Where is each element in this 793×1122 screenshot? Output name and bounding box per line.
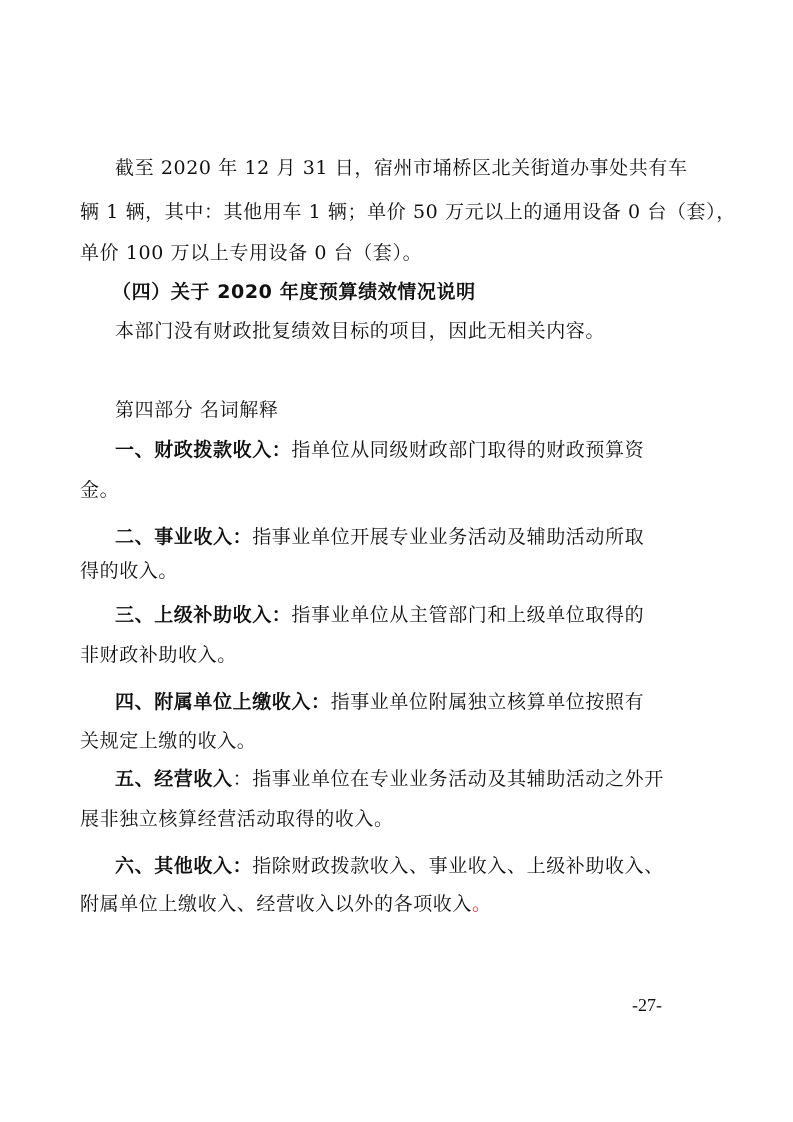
term-3-name: 三、上级补助收入： — [115, 604, 292, 626]
term-1-name: 一、财政拨款收入： — [115, 439, 292, 461]
term-4-line-1 — [115, 689, 644, 715]
vehicles-line-1: 截至 2020 年 12 月 31 日，宿州市埇桥区北关街道办事处共有车 — [115, 157, 688, 179]
term-2-line-1 — [115, 524, 644, 550]
part4-heading: 第四部分 名词解释 — [115, 399, 279, 421]
term-6-definition: 指除财政拨款收入、事业收入、上级补助收入、 — [252, 855, 664, 877]
term-4-name: 四、附属单位上缴收入： — [115, 691, 331, 713]
performance-text: 本部门没有财政批复绩效目标的项目，因此无相关内容。 — [115, 320, 606, 342]
term-6-final-punctuation: 。 — [472, 893, 492, 915]
term-1-line-2: 金。 — [80, 479, 120, 501]
vehicles-line-3: 单价 100 万以上专用设备 0 台（套）。 — [80, 242, 423, 264]
term-3-line-2: 非财政补助收入。 — [80, 644, 237, 666]
term-2-line-2: 得的收入。 — [80, 560, 179, 582]
term-2-definition: 指事业单位开展专业业务活动及辅助活动所取 — [252, 526, 645, 548]
term-6-line-1 — [115, 853, 664, 879]
term-5-line-1 — [115, 766, 664, 792]
term-5-line-2: 展非独立核算经营活动取得的收入。 — [80, 808, 394, 830]
term-5-name: 五、经营收入 — [115, 768, 233, 790]
term-1-line-1 — [115, 437, 644, 463]
page-number: -27- — [632, 995, 662, 1015]
term-1-definition: 指单位从同级财政部门取得的财政预算资 — [291, 439, 645, 461]
vehicles-line-2: 辆 1 辆，其中：其他用车 1 辆；单价 50 万元以上的通用设备 0 台（套）， — [80, 201, 736, 223]
term-5-definition: ：指事业单位在专业业务活动及其辅助活动之外开 — [232, 768, 664, 790]
term-4-line-2: 关规定上缴的收入。 — [80, 730, 257, 752]
term-2-name: 二、事业收入： — [115, 526, 253, 548]
term-4-definition: 指事业单位附属独立核算单位按照有 — [330, 691, 645, 713]
term-3-definition: 指事业单位从主管部门和上级单位取得的 — [291, 604, 645, 626]
performance-heading: （四）关于 2020 年度预算绩效情况说明 — [112, 281, 476, 303]
term-3-line-1 — [115, 602, 644, 628]
term-6-line-2 — [80, 891, 492, 917]
term-6-name: 六、其他收入： — [115, 855, 253, 877]
term-6-definition-end: 附属单位上缴收入、经营收入以外的各项收入 — [80, 893, 473, 915]
